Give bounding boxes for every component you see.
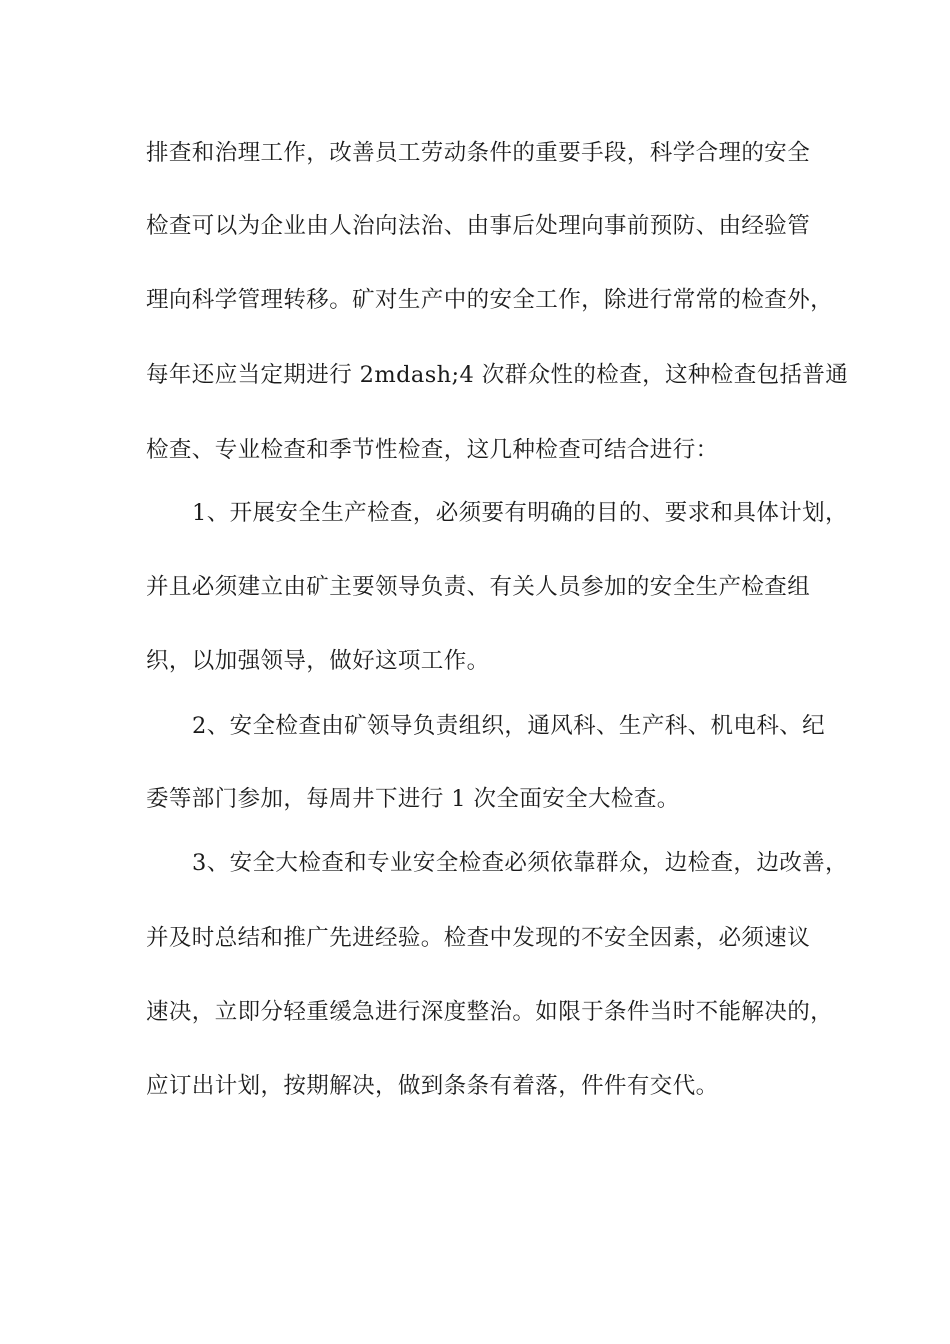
body-text-line: 应订出计划，按期解决，做到条条有着落，件件有交代。 <box>146 1073 719 1099</box>
list-item-1-line: 1、开展安全生产检查，必须要有明确的目的、要求和具体计划， <box>192 500 848 526</box>
body-text-line: 理向科学管理转移。矿对生产中的安全工作，除进行常常的检查外， <box>146 287 834 313</box>
body-text-line: 速决，立即分轻重缓急进行深度整治。如限于条件当时不能解决的， <box>146 999 834 1025</box>
body-text-line: 委等部门参加，每周井下进行 1 次全面安全大检查。 <box>146 786 680 812</box>
body-text-line: 排查和治理工作，改善员工劳动条件的重要手段，科学合理的安全 <box>146 140 811 166</box>
body-text-line: 织，以加强领导，做好这项工作。 <box>146 648 490 674</box>
body-text-line: 检查可以为企业由人治向法治、由事后处理向事前预防、由经验管 <box>146 213 811 239</box>
list-item-3-line: 3、安全大检查和专业安全检查必须依靠群众，边检查，边改善， <box>192 850 848 876</box>
body-text-line: 检查、专业检查和季节性检查，这几种检查可结合进行： <box>146 437 719 463</box>
list-item-2-line: 2、安全检查由矿领导负责组织，通风科、生产科、机电科、纪 <box>192 713 826 739</box>
body-text-line: 并且必须建立由矿主要领导负责、有关人员参加的安全生产检查组 <box>146 574 811 600</box>
body-text-line: 每年还应当定期进行 2mdash;4 次群众性的检查，这种检查包括普通 <box>146 362 849 388</box>
body-text-line: 并及时总结和推广先进经验。检查中发现的不安全因素，必须速议 <box>146 925 811 951</box>
